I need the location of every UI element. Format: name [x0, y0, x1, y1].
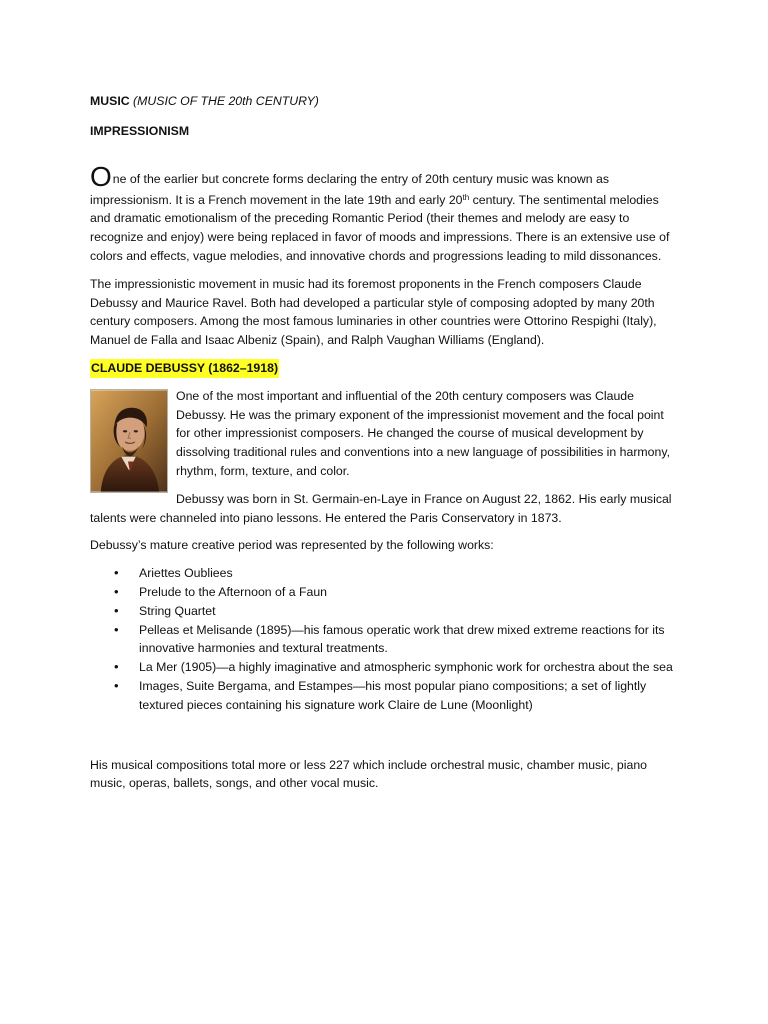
document-title	[90, 92, 680, 111]
debussy-heading: CLAUDE DEBUSSY (1862–1918)	[90, 359, 279, 378]
debussy-influence-paragraph: One of the most important and influential of the 20th century composers was Claude Debussy. He was the primary exponent of the impressionist movement and the focal point for other impressionist composers. He changed the course of musical development by dissolving traditional rules and conventions into a new language of possibilities in harmony, rhythm, form, texture, and color.	[176, 388, 670, 478]
intro-text-part-1: ne of the earlier but concrete forms declaring the entry of 20th century music was known as impressionism. It is a French movement in the late 19th and early 20	[90, 171, 610, 207]
work-item-2: • Prelude to the Afternoon of a Faun	[90, 583, 680, 602]
work-item-1: • Ariettes Oubliees	[90, 564, 680, 583]
work-item-5: • La Mer (1905)—a highly imaginative and atmospheric symphonic work for orchestra about the sea	[90, 658, 680, 677]
debussy-portrait	[90, 389, 168, 493]
document-page	[90, 92, 680, 802]
work-item-3: • String Quartet	[90, 602, 680, 621]
debussy-birth-paragraph: Debussy was born in St. Germain-en-Laye in France on August 22, 1862. His early musical talents were channeled into piano lessons. He entered the Paris Conservatory in 1873.	[90, 491, 672, 525]
works-intro-paragraph: Debussy’s mature creative period was represented by the following works:	[90, 538, 494, 553]
work-item-4: • Pelleas et Melisande (1895)—his famous operatic work that drew mixed extreme reactions for its innovative harmonies and textural treatments.	[90, 621, 680, 659]
portrait-illustration	[91, 390, 167, 492]
title-subtitle: (MUSIC OF THE 20th CENTURY)	[133, 94, 319, 108]
debussy-biography-section	[90, 387, 680, 528]
intro-paragraph	[90, 160, 680, 266]
debussy-heading-row	[90, 359, 680, 378]
intro-superscript: th	[462, 192, 470, 202]
proponents-paragraph: The impressionistic movement in music had its foremost proponents in the French composers Claude Debussy and Maurice Ravel. Both had developed a particular style of composing adopted by many 20th century composers. Among the most famous luminaries in other countries were Ottorino Respighi (Italy), Manuel de Falla and Isaac Albeniz (Spain), and Ralph Vaughan Williams (England).	[90, 276, 657, 348]
closing-paragraph: His musical compositions total more or less 227 which include orchestral music, chamber music, piano music, operas, ballets, songs, and other vocal music.	[90, 757, 647, 791]
work-item-6: • Images, Suite Bergama, and Estampes—his most popular piano compositions; a set of lightly textured pieces containing his signature work Claire de Lune (Moonlight)	[90, 677, 680, 715]
section-heading-impressionism: IMPRESSIONISM	[90, 123, 190, 138]
drop-cap-letter: O	[90, 160, 112, 192]
works-list	[90, 564, 680, 714]
title-main: MUSIC	[90, 94, 130, 108]
intro-text-part-2: century. The sentimental melodies and dramatic emotionalism of the preceding Romantic Period (their themes and melody are easy to recognize and enjoy) were being replaced in favor of moods and impressions. There is an extensive use of colors and effects, vague melodies, and innovative chords and progressions leading to mild dissonances.	[90, 192, 670, 263]
